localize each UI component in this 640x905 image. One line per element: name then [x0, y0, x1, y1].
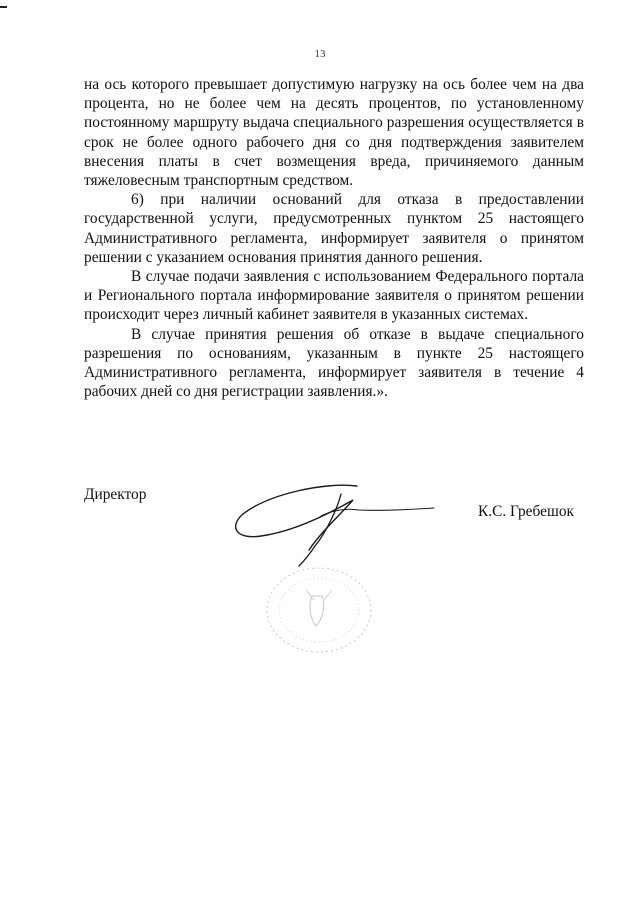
signer-name: К.С. Гребешок — [477, 503, 574, 520]
handwritten-signature — [229, 480, 449, 570]
document-body — [84, 75, 584, 401]
page-number: 13 — [314, 48, 326, 60]
official-seal-stamp — [254, 560, 384, 660]
scan-corner-mark — [0, 6, 7, 8]
paragraph-1: на ось которого превышает допустимую нагрузку на ось более чем на два процента, но не более чем на десять процентов, по установленному постоянному маршруту выдача специального разрешения осуществляется в срок не более одного рабочего дня со дня подтверждения заявителем внесения платы в счет возмещения вреда, причиняемого данным тяжеловесным транспортным средством. — [84, 76, 584, 190]
paragraph-4: В случае принятия решения об отказе в выдаче специального разрешения по основаниям, указанным в пункте 25 настоящего Административного регламента, информирует заявителя в течение 4 рабочих дней со дня регистрации заявления.». — [84, 325, 584, 401]
signature-block — [84, 480, 584, 660]
paragraph-3: В случае подачи заявления с использованием Федерального портала и Регионального портала информирование заявителя о принятом решении происходит через личный кабинет заявителя в указанных системах. — [84, 268, 584, 324]
signer-position: Директор — [84, 486, 147, 503]
paragraph-2: 6) при наличии оснований для отказа в предоставлении государственной услуги, предусмотренных пунктом 25 настоящего Административного регламента, информирует заявителя о принятом решении с указанием основания принятия данного решения. — [84, 191, 584, 266]
